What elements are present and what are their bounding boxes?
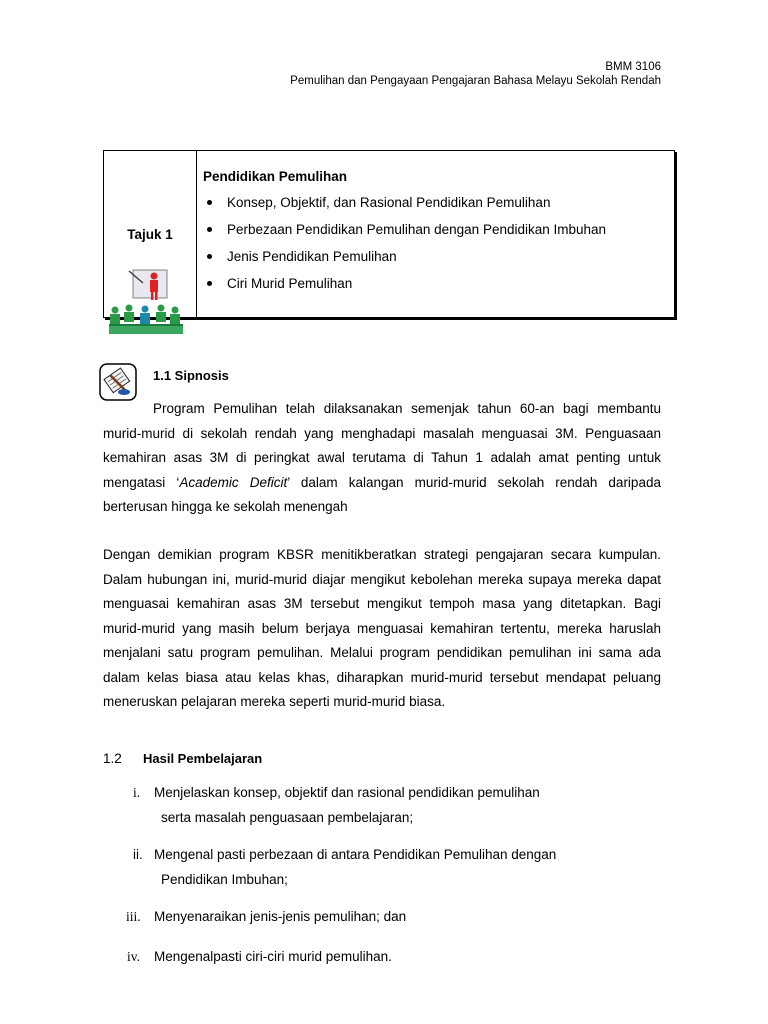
list-item-continuation: serta masalah penguasaan pembelajaran;: [161, 810, 414, 825]
course-code: BMM 3106: [605, 61, 661, 73]
list-item: Konsep, Objektif, dan Rasional Pendidikan Pemulihan: [227, 189, 606, 216]
list-item: Jenis Pendidikan Pemulihan: [227, 243, 606, 270]
list-item: Mengenal pasti perbezaan di antara Pendidikan Pemulihan dengan: [154, 847, 557, 862]
list-number: iv.: [127, 949, 140, 964]
synopsis-paragraph-1: Program Pemulihan telah dilaksanakan semenjak tahun 60-an bagi membantu murid-murid di sekolah rendah yang menghadapi masalah menguasai 3M. Penguasaan kemahiran asas 3M di peringkat awal terutama di Tahun 1 adalah amat penting untuk mengatasi ‘Academic Deficit’ dalam kalangan murid-murid sekolah rendah daripada berterusan hingga ke sekolah menengah: [103, 401, 661, 514]
list-number: i.: [133, 785, 141, 800]
list-number: ii.: [133, 847, 143, 862]
synopsis-heading: 1.1 Sipnosis: [153, 368, 229, 383]
classroom-icon: [107, 268, 185, 336]
outcomes-heading: Hasil Pembelajaran: [143, 751, 263, 766]
topic-box: [103, 150, 675, 318]
topic-content: [203, 169, 606, 297]
list-number: iii.: [126, 909, 141, 924]
topic-label: Tajuk 1: [127, 227, 173, 242]
outcomes-number: 1.2: [103, 751, 122, 766]
topic-title: Pendidikan Pemulihan: [203, 169, 348, 184]
list-item: Ciri Murid Pemulihan: [227, 270, 606, 297]
topic-list: [203, 189, 606, 297]
list-item: Menjelaskan konsep, objektif dan rasional pendidikan pemulihan: [154, 785, 540, 800]
synopsis-paragraph-2: Dengan demikian program KBSR menitikberatkan strategi pengajaran secara kumpulan. Dalam hubungan ini, murid-murid diajar mengikut kebolehan mereka supaya mereka dapat menguasai kemahiran asas 3M tersebut mengikut tempoh masa yang ditetapkan. Bagi murid-murid yang masih belum berjaya menguasai kemahiran tertentu, mereka haruslah menjalani satu program pemulihan. Melalui program pendidikan pemulihan ini sama ada dalam kelas biasa atau kelas khas, diharapkan murid-murid tersebut mendapat peluang meneruskan pelajaran mereka seperti murid-murid biasa.: [103, 547, 661, 709]
course-title: Pemulihan dan Pengayaan Pengajaran Bahasa Melayu Sekolah Rendah: [290, 75, 661, 87]
topic-label-cell: [104, 151, 197, 317]
list-item: Mengenalpasti ciri-ciri murid pemulihan.: [154, 949, 392, 964]
notebook-pen-icon: [99, 363, 137, 401]
list-item: Menyenaraikan jenis-jenis pemulihan; dan: [154, 909, 407, 924]
list-item: Perbezaan Pendidikan Pemulihan dengan Pendidikan Imbuhan: [227, 216, 606, 243]
list-item-continuation: Pendidikan Imbuhan;: [161, 872, 288, 887]
